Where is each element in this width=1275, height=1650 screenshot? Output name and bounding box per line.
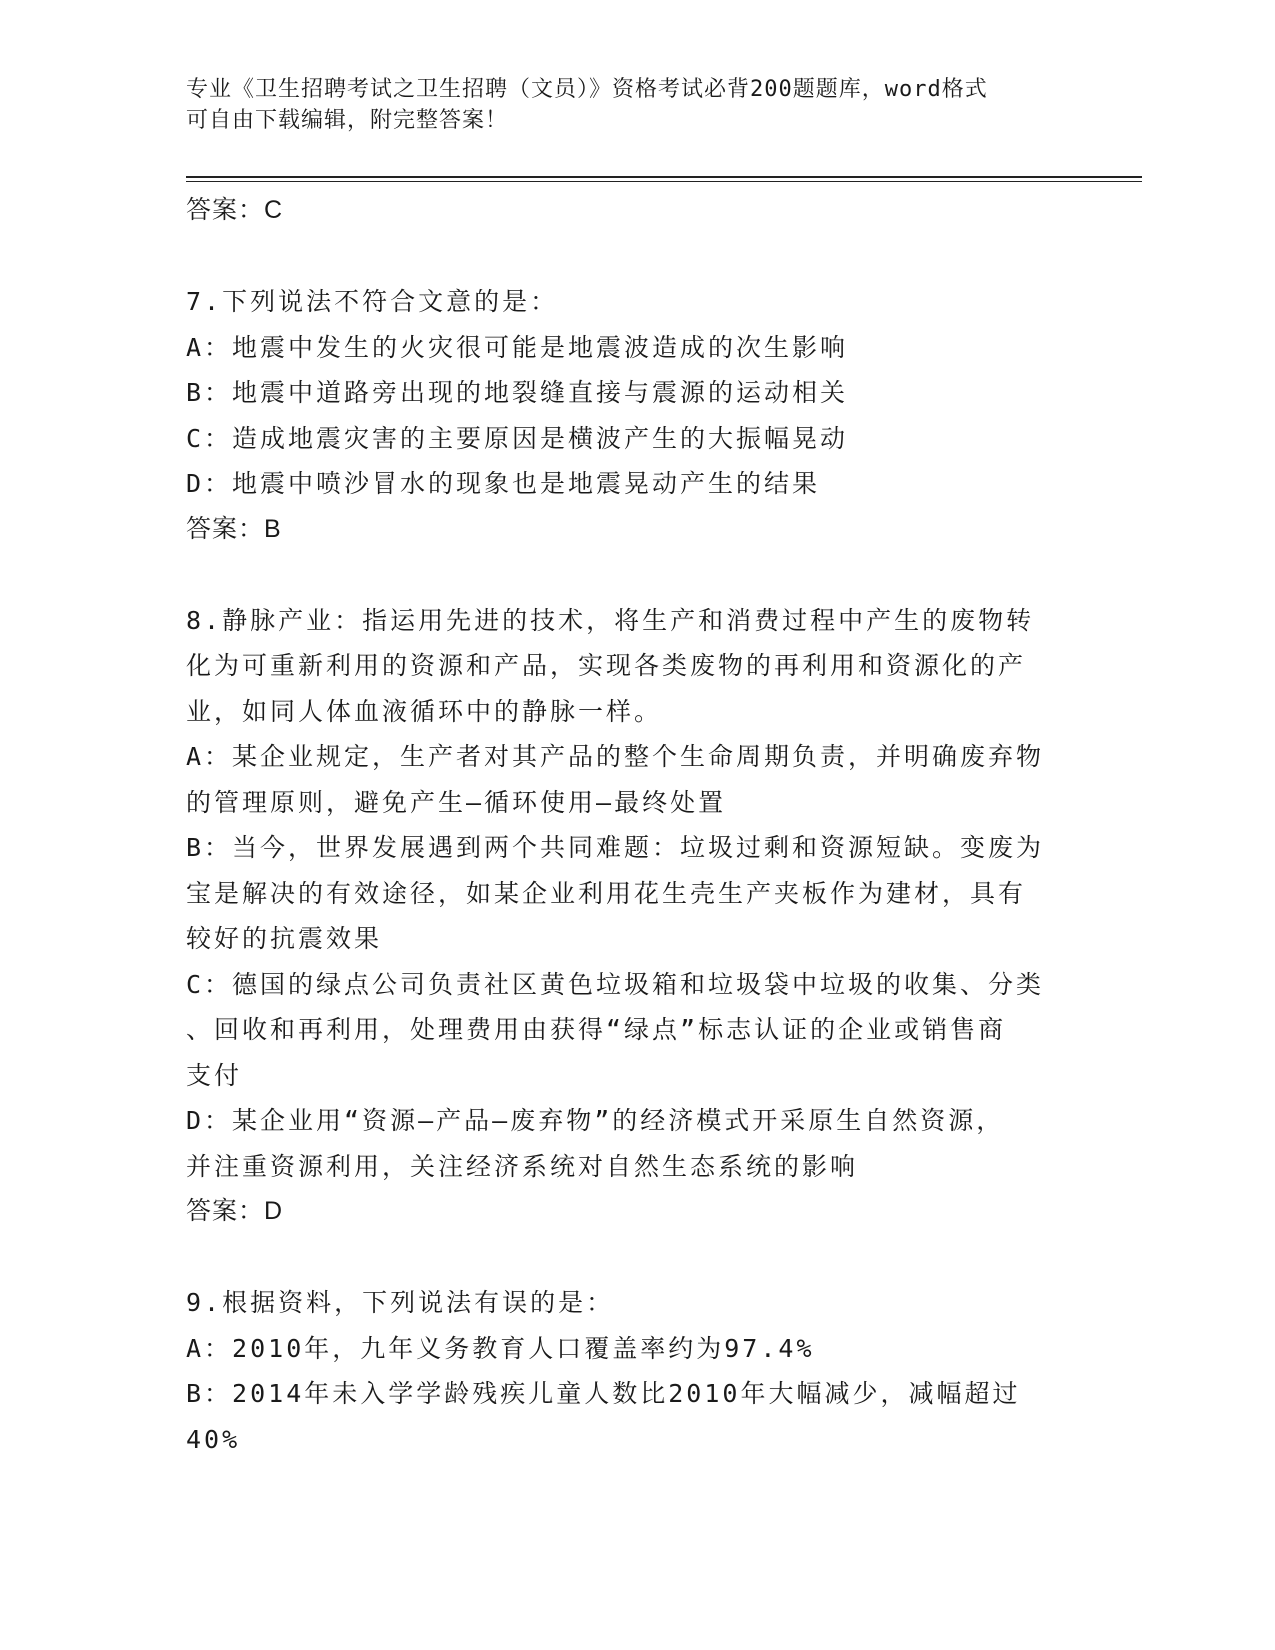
- question-7-option-c: C：造成地震灾害的主要原因是横波产生的大振幅晃动: [186, 423, 849, 453]
- header-rule-thick: [186, 176, 1142, 178]
- question-8-option-b-line: 宝是解决的有效途径，如某企业利用花生壳生产夹板作为建材，具有: [186, 878, 1027, 908]
- question-8-option-b-line: 较好的抗震效果: [186, 924, 383, 953]
- question-8-option-b-line: B：当今，世界发展遇到两个共同难题：垃圾过剩和资源短缺。变废为: [186, 833, 1045, 862]
- question-9-option-b-line: 40%: [186, 1424, 241, 1454]
- document-body: [186, 188, 1066, 1462]
- previous-answer: 答案：C: [186, 196, 284, 224]
- question-8-option-c-line: 支付: [186, 1060, 243, 1090]
- question-7: [186, 279, 1066, 552]
- question-8-option-a-line: A：某企业规定，生产者对其产品的整个生命周期负责，并明确废弃物: [186, 742, 1045, 771]
- question-9-option-a: A：2010年，九年义务教育人口覆盖率约为97.4%: [186, 1333, 815, 1363]
- question-8-option-c-line: C：德国的绿点公司负责社区黄色垃圾箱和垃圾袋中垃圾的收集、分类: [186, 969, 1045, 999]
- question-8-stem-line: 8.静脉产业：指运用先进的技术，将生产和消费过程中产生的废物转: [186, 605, 1035, 635]
- question-7-option-b: B：地震中道路旁出现的地裂缝直接与震源的运动相关: [186, 378, 849, 407]
- question-7-stem: 7.下列说法不符合文意的是：: [186, 287, 559, 316]
- question-7-answer: 答案：B: [186, 514, 282, 543]
- question-8-answer: 答案：D: [186, 1197, 284, 1225]
- question-9-option-b-line: B：2014年未入学学龄残疾儿童人数比2010年大幅减少，减幅超过: [186, 1379, 1021, 1408]
- header-line-1: 专业《卫生招聘考试之卫生招聘（文员）》资格考试必背200题题库，word格式: [186, 77, 988, 102]
- header-line-2: 可自由下载编辑，附完整答案！: [186, 108, 509, 133]
- spacer: [186, 552, 1066, 598]
- spacer: [186, 234, 1066, 280]
- question-7-option-d: D：地震中喷沙冒水的现象也是地震晃动产生的结果: [186, 469, 821, 498]
- question-9: [186, 1280, 1066, 1462]
- question-9-stem: 9.根据资料，下列说法有误的是：: [186, 1288, 615, 1317]
- question-8-option-d-line: D：某企业用“资源—产品—废弃物”的经济模式开采原生自然资源，: [186, 1106, 1005, 1135]
- header-rule-thin: [186, 181, 1142, 182]
- question-8: [186, 598, 1066, 1235]
- question-8-stem-line: 化为可重新利用的资源和产品，实现各类废物的再利用和资源化的产: [186, 651, 1027, 680]
- question-8-stem-line: 业，如同人体血液循环中的静脉一样。: [186, 696, 663, 726]
- question-8-option-d-line: 并注重资源利用，关注经济系统对自然生态系统的影响: [186, 1151, 859, 1181]
- spacer: [186, 1235, 1066, 1281]
- question-8-option-c-line: 、回收和再利用，处理费用由获得“绿点”标志认证的企业或销售商: [186, 1015, 1007, 1044]
- document-header: [186, 74, 1066, 136]
- question-8-option-a-line: 的管理原则，避免产生—循环使用—最终处置: [186, 787, 727, 817]
- question-7-option-a: A：地震中发生的火灾很可能是地震波造成的次生影响: [186, 332, 849, 362]
